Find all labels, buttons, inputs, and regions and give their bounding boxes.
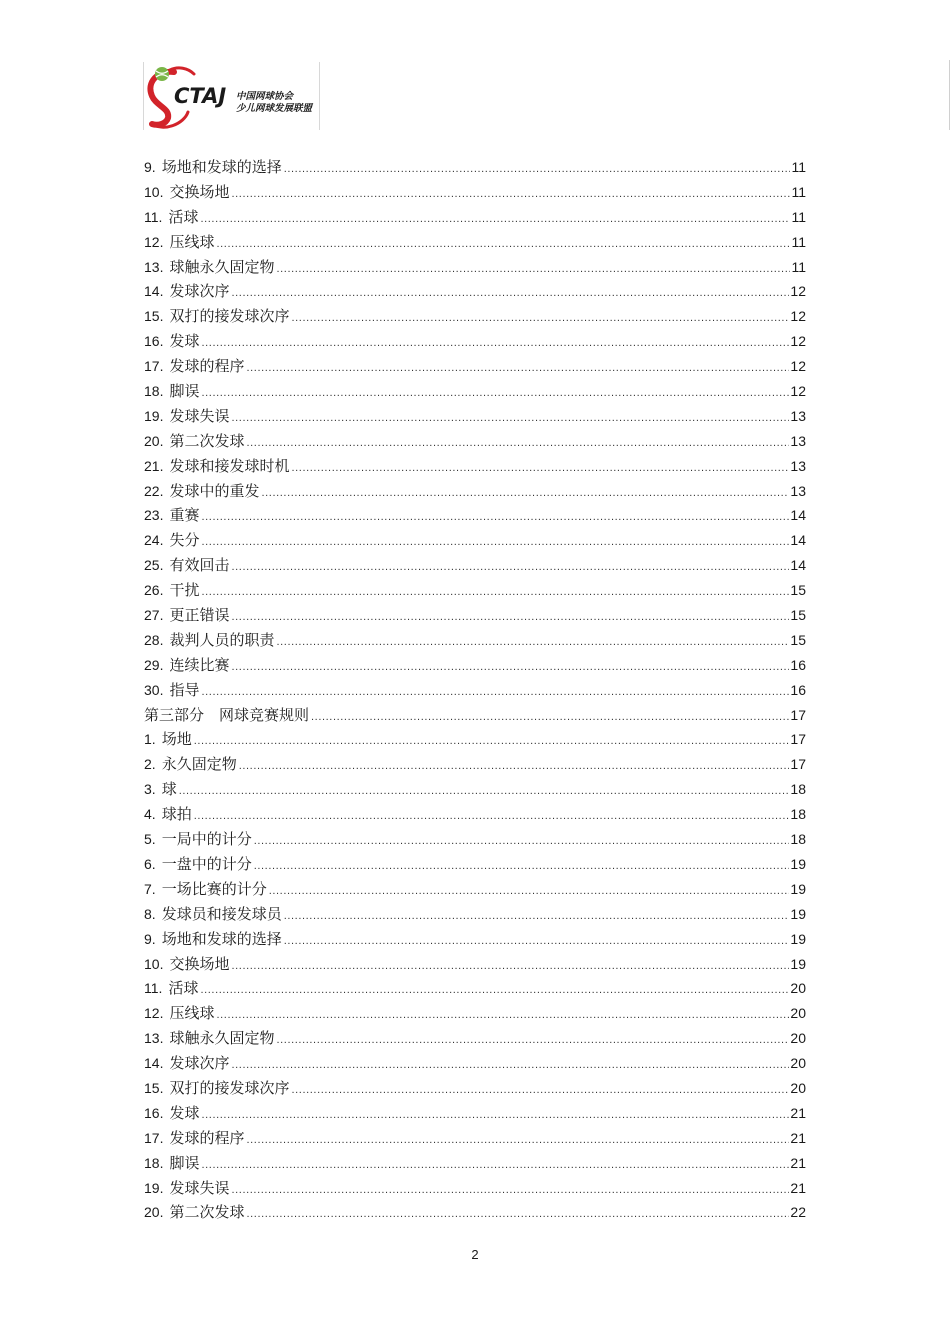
toc-entry-title: 压线球 xyxy=(169,1004,215,1023)
ctaj-logo xyxy=(143,62,320,130)
toc-entry-title: 球 xyxy=(161,780,177,799)
toc-entry-number: 13. xyxy=(144,258,164,275)
toc-entry[interactable] xyxy=(144,777,806,802)
toc-dot-leader xyxy=(284,929,790,954)
toc-entry[interactable] xyxy=(144,230,806,255)
toc-entry[interactable] xyxy=(144,952,806,977)
toc-entry[interactable] xyxy=(144,852,806,877)
toc-dot-leader xyxy=(246,431,789,456)
toc-entry-number: 19. xyxy=(144,1179,164,1196)
toc-entry-title: 活球 xyxy=(168,207,199,226)
toc-entry-number: 8. xyxy=(144,905,156,922)
toc-entry-page: 17 xyxy=(790,731,806,748)
toc-dot-leader xyxy=(276,630,789,655)
toc-dot-leader xyxy=(194,804,790,829)
toc-entry-page: 14 xyxy=(790,557,806,574)
toc-entry-page: 13 xyxy=(790,482,806,499)
toc-entry-page: 18 xyxy=(790,806,806,823)
toc-entry-title: 第二次发球 xyxy=(169,431,245,450)
toc-entry-number: 5. xyxy=(144,831,156,848)
toc-dot-leader xyxy=(291,456,789,481)
toc-entry[interactable] xyxy=(144,1076,806,1101)
toc-entry[interactable] xyxy=(144,329,806,354)
toc-entry[interactable] xyxy=(144,902,806,927)
toc-entry[interactable] xyxy=(144,553,806,578)
toc-entry[interactable] xyxy=(144,279,806,304)
toc-entry-page: 19 xyxy=(790,905,806,922)
toc-entry-page: 12 xyxy=(790,308,806,325)
toc-entry-title: 交换场地 xyxy=(169,954,230,973)
toc-dot-leader xyxy=(254,829,790,854)
toc-entry-number: 20. xyxy=(144,1204,164,1221)
toc-entry[interactable] xyxy=(144,304,806,329)
toc-entry-page: 13 xyxy=(790,457,806,474)
toc-entry-number: 15. xyxy=(144,308,164,325)
toc-entry-page: 17 xyxy=(790,756,806,773)
toc-dot-leader xyxy=(261,481,789,506)
toc-entry[interactable] xyxy=(144,180,806,205)
toc-entry-number: 6. xyxy=(144,855,156,872)
toc-entry[interactable] xyxy=(144,1126,806,1151)
toc-entry[interactable] xyxy=(144,354,806,379)
toc-dot-leader xyxy=(284,904,790,929)
toc-dot-leader xyxy=(246,1202,789,1227)
toc-entry-title: 一盘中的计分 xyxy=(161,854,252,873)
toc-entry-page: 13 xyxy=(790,432,806,449)
toc-entry-title: 发球 xyxy=(169,332,200,351)
toc-dot-leader xyxy=(291,1078,789,1103)
toc-entry[interactable] xyxy=(144,578,806,603)
toc-entry-number: 25. xyxy=(144,557,164,574)
toc-entry-number: 10. xyxy=(144,183,164,200)
toc-entry-title: 重赛 xyxy=(169,506,200,525)
toc-entry-page: 18 xyxy=(790,831,806,848)
toc-entry-title: 发球次序 xyxy=(169,282,230,301)
toc-entry[interactable] xyxy=(144,404,806,429)
toc-entry-title: 活球 xyxy=(168,979,199,998)
toc-entry-page: 17 xyxy=(790,706,806,723)
toc-entry-number: 27. xyxy=(144,607,164,624)
toc-entry-title: 有效回击 xyxy=(169,556,230,575)
toc-entry-title: 发球的程序 xyxy=(169,1128,245,1147)
toc-dot-leader xyxy=(201,1103,789,1128)
toc-entry[interactable] xyxy=(144,479,806,504)
toc-dot-leader xyxy=(216,232,790,257)
toc-entry-number: 10. xyxy=(144,955,164,972)
toc-entry-number: 11. xyxy=(144,208,163,225)
toc-dot-leader xyxy=(231,555,789,580)
toc-dot-leader xyxy=(200,207,790,232)
toc-entry[interactable] xyxy=(144,1026,806,1051)
toc-entry[interactable] xyxy=(144,703,806,728)
toc-entry[interactable] xyxy=(144,503,806,528)
toc-entry-title: 第二次发球 xyxy=(169,1203,245,1222)
toc-entry-page: 11 xyxy=(791,258,806,275)
toc-dot-leader xyxy=(291,306,789,331)
toc-entry-page: 11 xyxy=(791,159,806,175)
toc-dot-leader xyxy=(231,1178,789,1203)
toc-entry-title: 压线球 xyxy=(169,232,215,251)
toc-entry[interactable] xyxy=(144,1200,806,1225)
toc-entry-title: 一场比赛的计分 xyxy=(161,879,267,898)
toc-entry-page: 21 xyxy=(790,1154,806,1171)
toc-dot-leader xyxy=(201,331,789,356)
toc-entry-number: 21. xyxy=(144,457,164,474)
toc-dot-leader xyxy=(231,1053,789,1078)
toc-entry-page: 15 xyxy=(790,631,806,648)
toc-entry-page: 12 xyxy=(790,358,806,375)
toc-entry-page: 16 xyxy=(790,681,806,698)
toc-dot-leader xyxy=(194,729,790,754)
toc-entry-number: 15. xyxy=(144,1079,164,1096)
page-number: 2 xyxy=(471,1247,479,1262)
toc-entry[interactable] xyxy=(144,927,806,952)
toc-entry-title: 连续比赛 xyxy=(169,655,230,674)
toc-entry-page: 15 xyxy=(790,607,806,624)
toc-entry-title: 双打的接发球次序 xyxy=(169,1078,290,1097)
toc-entry-number: 12. xyxy=(144,1005,164,1022)
toc-entry-title: 场地和发球的选择 xyxy=(161,158,282,176)
toc-entry-number: 22. xyxy=(144,482,164,499)
toc-entry-number: 16. xyxy=(144,333,164,350)
toc-entry-title: 发球员和接发球员 xyxy=(161,904,282,923)
toc-entry-title: 脚误 xyxy=(169,382,200,401)
toc-entry[interactable] xyxy=(144,1101,806,1126)
toc-entry-title: 第三部分 网球竞赛规则 xyxy=(144,705,310,724)
toc-entry-page: 21 xyxy=(790,1129,806,1146)
logo-swoosh-icon xyxy=(144,62,321,130)
toc-dot-leader xyxy=(216,1003,789,1028)
toc-entry-title: 发球的程序 xyxy=(169,357,245,376)
toc-entry-page: 11 xyxy=(791,183,806,200)
toc-entry-title: 干扰 xyxy=(169,581,200,600)
toc-entry-page: 20 xyxy=(790,980,806,997)
toc-entry-title: 发球次序 xyxy=(169,1054,230,1073)
toc-entry[interactable] xyxy=(144,802,806,827)
toc-entry-title: 裁判人员的职责 xyxy=(169,630,275,649)
toc-entry-number: 12. xyxy=(144,233,164,250)
toc-dot-leader xyxy=(201,1153,789,1178)
toc-entry-page: 12 xyxy=(790,333,806,350)
toc-dot-leader xyxy=(231,605,789,630)
toc-dot-leader xyxy=(200,978,789,1003)
toc-entry-page: 13 xyxy=(790,407,806,424)
toc-entry-page: 20 xyxy=(790,1030,806,1047)
toc-entry[interactable] xyxy=(144,429,806,454)
toc-entry[interactable] xyxy=(144,976,806,1001)
toc-entry-title: 一局中的计分 xyxy=(161,830,252,849)
toc-dot-leader xyxy=(311,705,789,730)
toc-entry-page: 11 xyxy=(791,208,806,225)
toc-entry-page: 16 xyxy=(790,656,806,673)
toc-entry-number: 17. xyxy=(144,358,164,375)
toc-entry-title: 脚误 xyxy=(169,1153,200,1172)
toc-entry-number: 20. xyxy=(144,432,164,449)
toc-entry-number: 14. xyxy=(144,283,164,300)
toc-entry-number: 26. xyxy=(144,582,164,599)
toc-entry-title: 发球失误 xyxy=(169,406,230,425)
toc-entry-title: 指导 xyxy=(169,680,200,699)
toc-entry-number: 11. xyxy=(144,980,163,997)
toc-entry-title: 球触永久固定物 xyxy=(169,1029,275,1048)
toc-dot-leader xyxy=(246,356,789,381)
toc-entry[interactable] xyxy=(144,678,806,703)
toc-entry-page: 20 xyxy=(790,1055,806,1072)
toc-entry-number: 7. xyxy=(144,880,156,897)
toc-entry-page: 12 xyxy=(790,283,806,300)
toc-entry-title: 发球失误 xyxy=(169,1178,230,1197)
toc-entry[interactable] xyxy=(144,1051,806,1076)
logo-org-name: 中国网球协会 xyxy=(236,91,294,102)
toc-entry[interactable] xyxy=(144,603,806,628)
toc-dot-leader xyxy=(201,505,789,530)
toc-entry-title: 发球 xyxy=(169,1103,200,1122)
toc-entry[interactable] xyxy=(144,454,806,479)
toc-dot-leader xyxy=(276,257,790,282)
toc-dot-leader xyxy=(276,1028,789,1053)
toc-entry-number: 29. xyxy=(144,656,164,673)
toc-entry[interactable] xyxy=(144,727,806,752)
toc-entry[interactable] xyxy=(144,1176,806,1201)
toc-dot-leader xyxy=(269,879,790,904)
toc-entry-page: 15 xyxy=(790,582,806,599)
toc-dot-leader xyxy=(201,580,789,605)
toc-dot-leader xyxy=(201,381,789,406)
logo-wordmark: CTAJ xyxy=(174,84,227,108)
toc-dot-leader xyxy=(201,530,789,555)
toc-entry[interactable] xyxy=(144,827,806,852)
toc-entry[interactable] xyxy=(144,255,806,280)
toc-entry-page: 22 xyxy=(790,1204,806,1221)
toc-entry[interactable] xyxy=(144,1001,806,1026)
toc-entry-page: 19 xyxy=(790,955,806,972)
toc-entry-title: 永久固定物 xyxy=(161,755,237,774)
toc-entry-number: 28. xyxy=(144,631,164,648)
toc-entry-page: 12 xyxy=(790,383,806,400)
toc-entry[interactable] xyxy=(144,653,806,678)
toc-entry-number: 23. xyxy=(144,507,164,524)
toc-entry-number: 24. xyxy=(144,532,164,549)
table-of-contents xyxy=(144,155,806,1225)
toc-dot-leader xyxy=(179,779,790,804)
toc-entry-title: 场地和发球的选择 xyxy=(161,929,282,948)
toc-entry-page: 20 xyxy=(790,1079,806,1096)
toc-dot-leader xyxy=(246,1128,789,1153)
toc-entry-title: 发球中的重发 xyxy=(169,481,260,500)
toc-entry-page: 14 xyxy=(790,507,806,524)
toc-entry-title: 球拍 xyxy=(161,805,192,824)
toc-dot-leader xyxy=(231,655,789,680)
toc-entry-page: 19 xyxy=(790,930,806,947)
toc-dot-leader xyxy=(231,406,789,431)
toc-entry-page: 14 xyxy=(790,532,806,549)
toc-entry-number: 9. xyxy=(144,159,156,175)
toc-entry-number: 19. xyxy=(144,407,164,424)
toc-entry-number: 4. xyxy=(144,806,156,823)
toc-entry-number: 30. xyxy=(144,681,164,698)
toc-entry-number: 14. xyxy=(144,1055,164,1072)
toc-entry[interactable] xyxy=(144,752,806,777)
toc-entry-page: 18 xyxy=(790,781,806,798)
toc-entry-page: 21 xyxy=(790,1104,806,1121)
toc-entry-title: 发球和接发球时机 xyxy=(169,456,290,475)
toc-entry-number: 9. xyxy=(144,930,156,947)
toc-entry[interactable] xyxy=(144,379,806,404)
logo-org-subname: 少儿网球发展联盟 xyxy=(236,103,313,114)
toc-entry-number: 3. xyxy=(144,781,156,798)
toc-dot-leader xyxy=(231,281,789,306)
toc-entry[interactable] xyxy=(144,877,806,902)
toc-dot-leader xyxy=(231,954,789,979)
toc-entry-page: 19 xyxy=(790,855,806,872)
toc-dot-leader xyxy=(254,854,790,879)
toc-entry-page: 19 xyxy=(790,880,806,897)
toc-entry-title: 更正错误 xyxy=(169,606,230,625)
toc-entry-page: 20 xyxy=(790,1005,806,1022)
toc-dot-leader xyxy=(231,182,790,207)
toc-entry-number: 18. xyxy=(144,383,164,400)
toc-entry-title: 双打的接发球次序 xyxy=(169,307,290,326)
toc-entry-page: 21 xyxy=(790,1179,806,1196)
toc-dot-leader xyxy=(284,157,791,182)
toc-entry-title: 交换场地 xyxy=(169,182,230,201)
toc-entry[interactable] xyxy=(144,1151,806,1176)
toc-entry-number: 18. xyxy=(144,1154,164,1171)
toc-entry-number: 1. xyxy=(144,731,156,748)
toc-dot-leader xyxy=(239,754,790,779)
toc-entry-number: 16. xyxy=(144,1104,164,1121)
toc-dot-leader xyxy=(201,680,789,705)
toc-entry[interactable] xyxy=(144,528,806,553)
toc-entry-number: 13. xyxy=(144,1030,164,1047)
toc-entry-title: 失分 xyxy=(169,531,200,550)
toc-entry[interactable] xyxy=(144,205,806,230)
toc-entry[interactable] xyxy=(144,155,806,180)
toc-entry-title: 球触永久固定物 xyxy=(169,257,275,276)
toc-entry-title: 场地 xyxy=(161,730,192,749)
toc-entry-number: 17. xyxy=(144,1129,164,1146)
toc-entry-number: 2. xyxy=(144,756,156,773)
toc-entry-page: 11 xyxy=(791,233,806,250)
toc-entry[interactable] xyxy=(144,628,806,653)
